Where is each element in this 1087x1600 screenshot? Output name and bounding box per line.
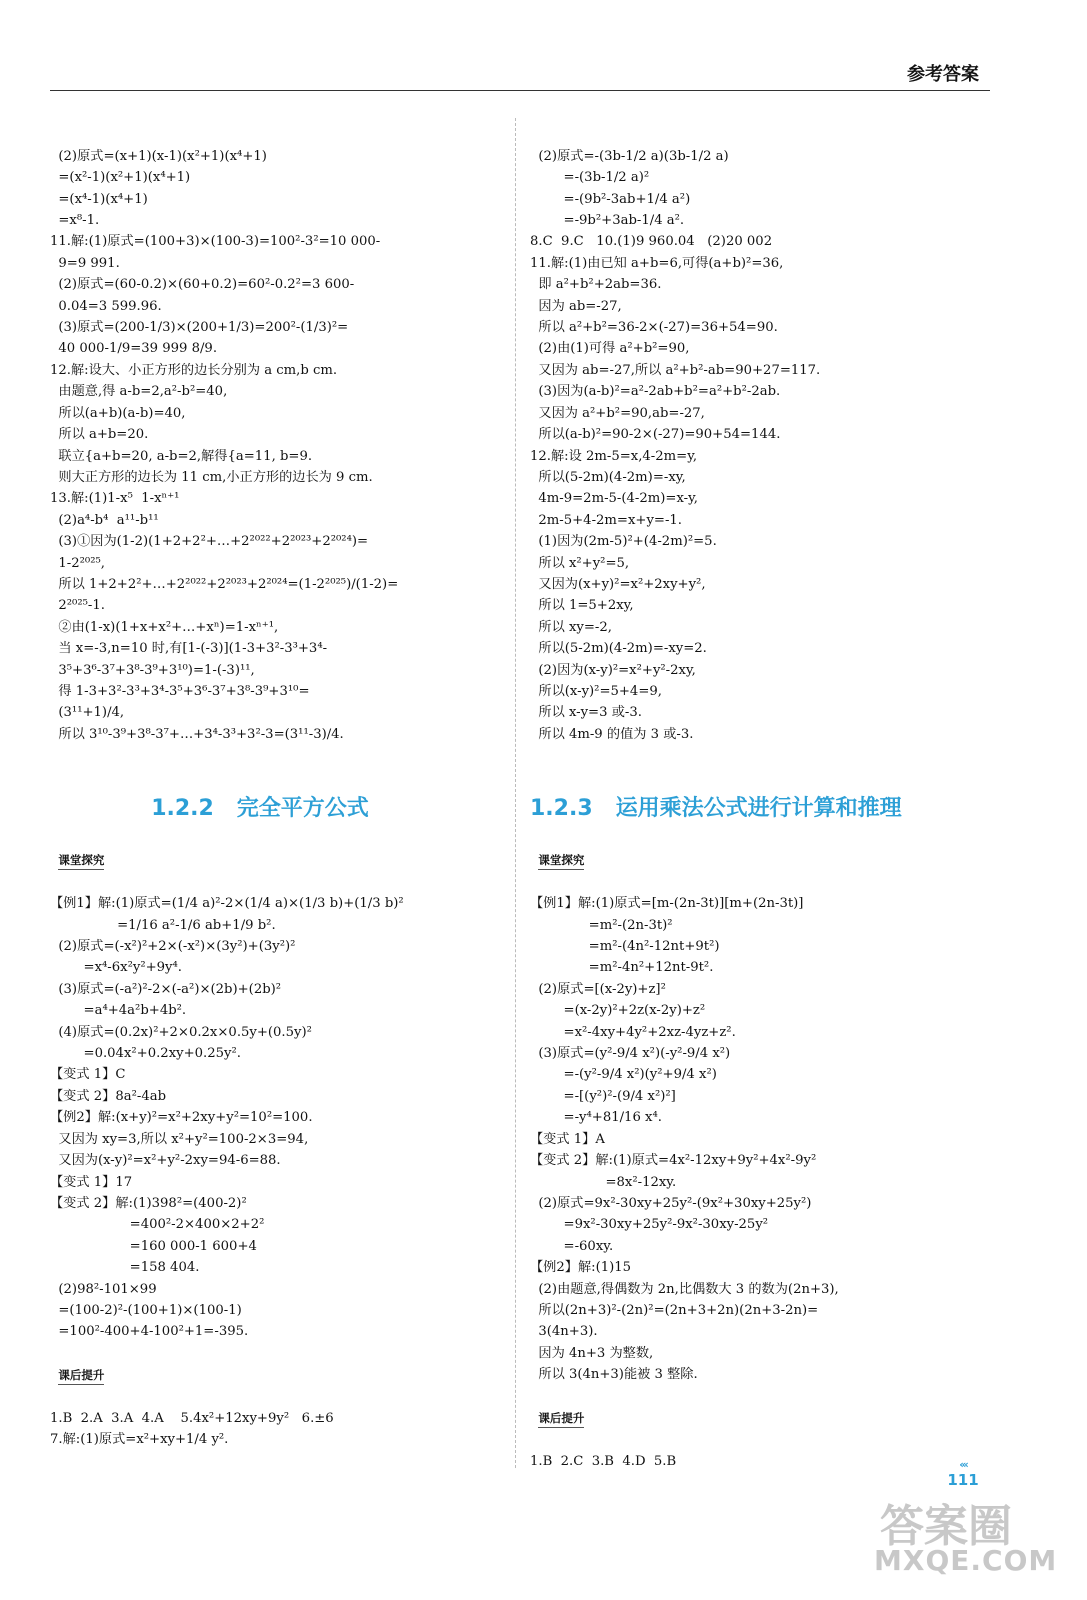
text-line: =0.04x²+0.2xy+0.25y².	[50, 1046, 241, 1062]
text-line: =9x²-30xy+25y²-9x²-30xy-25y²	[530, 1217, 769, 1233]
header-rule	[50, 90, 990, 91]
text-line: =-[(y²)²-(9/4 x²)²]	[530, 1088, 676, 1104]
text-line: 8.C 9.C 10.(1)9 960.04 (2)20 002	[530, 234, 773, 250]
text-line: 12.解:设大、小正方形的边长分别为 a cm,b cm.	[50, 362, 338, 378]
text-line: 由题意,得 a-b=2,a²-b²=40,	[50, 384, 228, 400]
right-column	[530, 103, 990, 1494]
right-block-c	[530, 1451, 990, 1472]
text-line: 得 1-3+3²-3³+3⁴-3⁵+3⁶-3⁷+3⁸-3⁹+3¹⁰=	[50, 683, 310, 699]
text-line: 所以 x²+y²=5,	[530, 555, 630, 571]
text-line: =160 000-1 600+4	[50, 1238, 257, 1254]
text-line: =-(9b²-3ab+1/4 a²)	[530, 191, 691, 207]
text-line: 所以 3(4n+3)能被 3 整除.	[530, 1367, 698, 1383]
page-footer	[935, 1458, 991, 1489]
text-line: =(100-2)²-(100+1)×(100-1)	[50, 1302, 242, 1318]
text-line: 联立{a+b=20, a-b=2,解得{a=11, b=9.	[50, 448, 313, 464]
label-classroom-inquiry: 课堂探究	[58, 851, 104, 870]
left-column	[50, 103, 510, 1472]
label-after-class: 课后提升	[538, 1409, 584, 1428]
text-line: 【例2】解:(x+y)²=x²+2xy+y²=10²=100.	[50, 1110, 313, 1126]
text-line: 又因为 a²+b²=90,ab=-27,	[530, 405, 705, 421]
text-line: 所以 a²+b²=36-2×(-27)=36+54=90.	[530, 320, 778, 336]
text-line: 1-2²⁰²⁵,	[50, 555, 105, 571]
text-line: 又因为(x-y)²=x²+y²-2xy=94-6=88.	[50, 1153, 281, 1169]
text-line: 所以(5-2m)(4-2m)=-xy,	[530, 469, 686, 485]
text-line: 12.解:设 2m-5=x,4-2m=y,	[530, 448, 698, 464]
text-line: 13.解:(1)1-x⁵ 1-xⁿ⁺¹	[50, 491, 180, 507]
text-line: =(x²-1)(x²+1)(x⁴+1)	[50, 170, 191, 186]
text-line: (3)①因为(1-2)(1+2+2²+…+2²⁰²²+2²⁰²³+2²⁰²⁴)=	[50, 534, 369, 550]
right-block-b	[530, 893, 990, 1385]
text-line: 9=9 991.	[50, 255, 120, 271]
left-block-c	[50, 1408, 510, 1451]
left-block-b	[50, 893, 510, 1343]
watermark-text: 答案圈	[880, 1501, 1012, 1552]
text-line: =-9b²+3ab-1/4 a².	[530, 213, 685, 229]
text-line: =x⁴-6x²y²+9y⁴.	[50, 960, 182, 976]
text-line: =-(y²-9/4 x²)(y²+9/4 x²)	[530, 1067, 717, 1083]
text-line: =x²-4xy+4y²+2xz-4yz+z².	[530, 1024, 736, 1040]
section-title-1-2-3: 1.2.3 运用乘法公式进行计算和推理	[530, 796, 902, 821]
text-line: 1.B 2.A 3.A 4.A 5.4x²+12xy+9y² 6.±6	[50, 1410, 334, 1426]
text-line: 1.B 2.C 3.B 4.D 5.B	[530, 1453, 677, 1469]
page-header-title: 参考答案	[907, 64, 979, 85]
text-line: 所以(a-b)²=90-2×(-27)=90+54=144.	[530, 427, 781, 443]
text-line: =400²-2×400×2+2²	[50, 1217, 265, 1233]
text-line: 【变式 2】8a²-4ab	[50, 1088, 167, 1104]
text-line: (2)原式=[(x-2y)+z]²	[530, 981, 666, 997]
text-line: =(x-2y)²+2z(x-2y)+z²	[530, 1003, 706, 1019]
text-line: 所以(5-2m)(4-2m)=-xy=2.	[530, 641, 707, 657]
text-line: 【变式 1】17	[50, 1174, 133, 1190]
text-line: 【变式 2】解:(1)原式=4x²-12xy+9y²+4x²-9y²	[530, 1153, 817, 1169]
text-line: 11.解:(1)由已知 a+b=6,可得(a+b)²=36,	[530, 255, 784, 271]
text-line: 所以(a+b)(a-b)=40,	[50, 405, 186, 421]
text-line: (2)原式=(-x²)²+2×(-x²)×(3y²)+(3y²)²	[50, 939, 296, 955]
text-line: =m²-(2n-3t)²	[530, 917, 673, 933]
text-line: (4)原式=(0.2x)²+2×0.2x×0.5y+(0.5y)²	[50, 1024, 312, 1040]
watermark-logo	[860, 1490, 1060, 1580]
text-line: =m²-4n²+12nt-9t².	[530, 960, 714, 976]
text-line: 3(4n+3).	[530, 1324, 598, 1340]
text-line: (1)因为(2m-5)²+(4-2m)²=5.	[530, 534, 717, 550]
text-line: 40 000-1/9=39 999 8/9.	[50, 341, 218, 357]
section-title-1-2-2: 1.2.2 完全平方公式	[151, 796, 369, 821]
text-line: =1/16 a²-1/6 ab+1/9 b².	[50, 917, 276, 933]
text-line: 4m-9=2m-5-(4-2m)=x-y,	[530, 491, 699, 507]
text-line: 所以(2n+3)²-(2n)²=(2n+3+2n)(2n+3-2n)=	[530, 1302, 819, 1318]
text-line: 【例1】解:(1)原式=[m-(2n-3t)][m+(2n-3t)]	[530, 896, 804, 912]
text-line: (3)原式=(y²-9/4 x²)(-y²-9/4 x²)	[530, 1046, 731, 1062]
text-line: =x⁸-1.	[50, 213, 100, 229]
text-line: =-60xy.	[530, 1238, 614, 1254]
text-line: (3)因为(a-b)²=a²-2ab+b²=a²+b²-2ab.	[530, 384, 781, 400]
text-line: 【变式 2】解:(1)398²=(400-2)²	[50, 1195, 247, 1211]
text-line: (2)原式=9x²-30xy+25y²-(9x²+30xy+25y²)	[530, 1195, 812, 1211]
text-line: (3)原式=(200-1/3)×(200+1/3)=200²-(1/3)²=	[50, 320, 349, 336]
text-line: (3¹¹+1)/4,	[50, 705, 125, 721]
text-line: 所以 a+b=20.	[50, 427, 149, 443]
text-line: =100²-400+4-100²+1=-395.	[50, 1324, 249, 1340]
text-line: 7.解:(1)原式=x²+xy+1/4 y².	[50, 1432, 229, 1448]
text-line: 所以 1=5+2xy,	[530, 598, 634, 614]
text-line: 所以 xy=-2,	[530, 619, 612, 635]
text-line: 【变式 1】A	[530, 1131, 605, 1147]
text-line: (2)因为(x-y)²=x²+y²-2xy,	[530, 662, 696, 678]
page-number: 111	[947, 1471, 979, 1489]
text-line: 则大正方形的边长为 11 cm,小正方形的边长为 9 cm.	[50, 469, 373, 485]
text-line: 又因为(x+y)²=x²+2xy+y²,	[530, 576, 706, 592]
text-line: 【变式 1】C	[50, 1067, 126, 1083]
text-line: 当 x=-3,n=10 时,有[1-(-3)](1-3+3²-3³+3⁴-	[50, 641, 328, 657]
right-block-a	[530, 146, 990, 745]
text-line: ②由(1-x)(1+x+x²+…+xⁿ)=1-xⁿ⁺¹,	[50, 619, 279, 635]
arrow-icon: ‹‹‹	[959, 1458, 967, 1471]
label-after-class: 课后提升	[58, 1366, 104, 1385]
text-line: =158 404.	[50, 1260, 200, 1276]
text-line: 又因为 xy=3,所以 x²+y²=100-2×3=94,	[50, 1131, 309, 1147]
text-line: 因为 ab=-27,	[530, 298, 622, 314]
text-line: (3)原式=(-a²)²-2×(-a²)×(2b)+(2b)²	[50, 981, 282, 997]
text-line: 11.解:(1)原式=(100+3)×(100-3)=100²-3²=10 000-	[50, 234, 381, 250]
text-line: 所以 4m-9 的值为 3 或-3.	[530, 726, 694, 742]
text-line: (2)原式=(x+1)(x-1)(x²+1)(x⁴+1)	[50, 148, 267, 164]
text-line: (2)原式=(60-0.2)×(60+0.2)=60²-0.2²=3 600-	[50, 277, 355, 293]
watermark-url: MXQE.COM	[874, 1544, 1058, 1577]
text-line: 0.04=3 599.96.	[50, 298, 162, 314]
text-line: 又因为 ab=-27,所以 a²+b²-ab=90+27=117.	[530, 362, 821, 378]
left-block-a	[50, 146, 510, 745]
text-line: 所以 x-y=3 或-3.	[530, 705, 642, 721]
text-line: (2)由题意,得偶数为 2n,比偶数大 3 的数为(2n+3),	[530, 1281, 839, 1297]
label-classroom-inquiry: 课堂探究	[538, 851, 584, 870]
text-line: =8x²-12xy.	[530, 1174, 677, 1190]
text-line: (2)由(1)可得 a²+b²=90,	[530, 341, 690, 357]
text-line: 【例1】解:(1)原式=(1/4 a)²-2×(1/4 a)×(1/3 b)+(1/3 b)²	[50, 896, 404, 912]
column-divider	[515, 118, 516, 1468]
text-line: 2m-5+4-2m=x+y=-1.	[530, 512, 682, 528]
text-line: =a⁴+4a²b+4b².	[50, 1003, 187, 1019]
text-line: (2)98²-101×99	[50, 1281, 157, 1297]
text-line: 即 a²+b²+2ab=36.	[530, 277, 662, 293]
text-line: 3⁵+3⁶-3⁷+3⁸-3⁹+3¹⁰)=1-(-3)¹¹,	[50, 662, 255, 678]
text-line: (2)原式=-(3b-1/2 a)(3b-1/2 a)	[530, 148, 729, 164]
text-line: =(x⁴-1)(x⁴+1)	[50, 191, 148, 207]
text-line: (2)a⁴-b⁴ a¹¹-b¹¹	[50, 512, 159, 528]
text-line: 所以 3¹⁰-3⁹+3⁸-3⁷+…+3⁴-3³+3²-3=(3¹¹-3)/4.	[50, 726, 344, 742]
text-line: =-y⁴+81/16 x⁴.	[530, 1110, 662, 1126]
text-line: =m²-(4n²-12nt+9t²)	[530, 939, 720, 955]
text-line: 所以(x-y)²=5+4=9,	[530, 683, 662, 699]
text-line: 2²⁰²⁵-1.	[50, 598, 105, 614]
text-line: 因为 4n+3 为整数,	[530, 1345, 654, 1361]
text-line: 所以 1+2+2²+…+2²⁰²²+2²⁰²³+2²⁰²⁴=(1-2²⁰²⁵)/(1-2)=	[50, 576, 399, 592]
text-line: =-(3b-1/2 a)²	[530, 170, 650, 186]
text-line: 【例2】解:(1)15	[530, 1260, 632, 1276]
